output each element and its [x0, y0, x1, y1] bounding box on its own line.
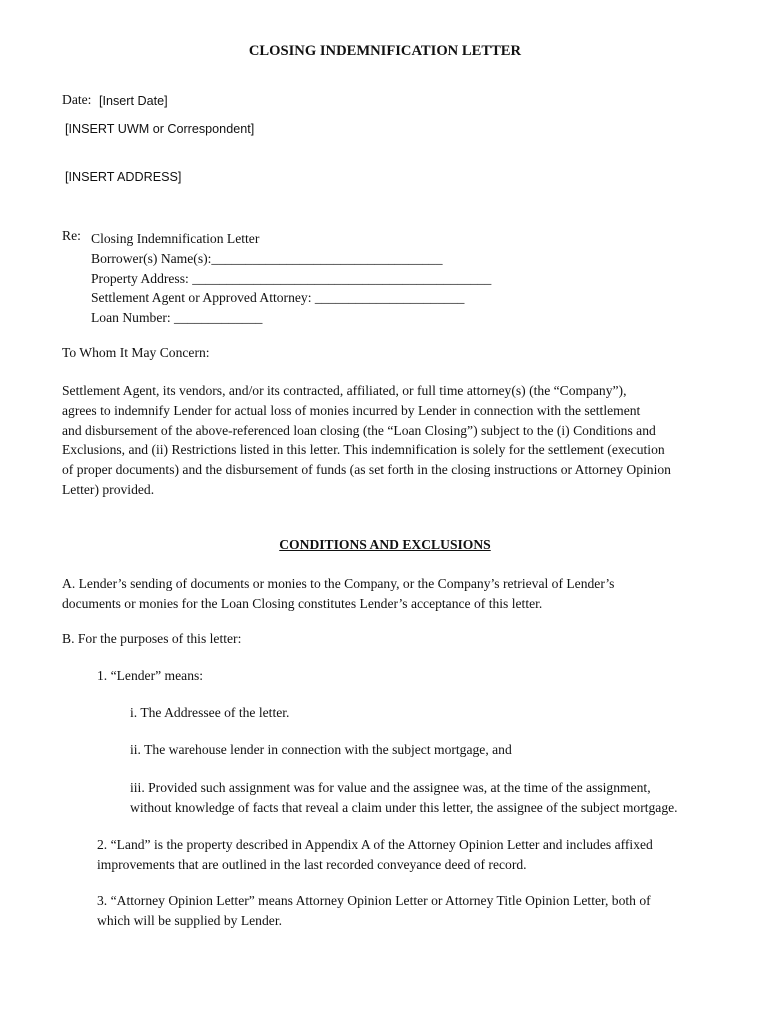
paragraph-line: A. Lender’s sending of documents or monies to the Company, or the Company’s retrieval of Lender’s — [62, 576, 615, 591]
paragraph-line: 3. “Attorney Opinion Letter” means Attorney Opinion Letter or Attorney Title Opinion Letter, both of — [97, 893, 651, 908]
paragraph-line: of proper documents) and the disbursement of funds (as set forth in the closing instructions or Attorney Opinion — [62, 462, 671, 478]
section-heading: CONDITIONS AND EXCLUSIONS — [279, 537, 491, 552]
paragraph-line: iii. Provided such assignment was for value and the assignee was, at the time of the assignment, — [130, 780, 651, 795]
item-a — [62, 574, 614, 614]
recipient-field[interactable]: [INSERT UWM or Correspondent] — [65, 122, 255, 136]
paragraph-line: Exclusions, and (ii) Restrictions listed in this letter. This indemnification is solely for the settlement (execution — [62, 442, 665, 458]
intro-paragraph — [62, 381, 671, 500]
paragraph-line: which will be supplied by Lender. — [97, 912, 282, 928]
paragraph-line: Settlement Agent, its vendors, and/or its contracted, affiliated, or full time attorney(s) (the “Company”), — [62, 383, 627, 398]
re-subject: Closing Indemnification Letter — [91, 231, 260, 246]
paragraph-line: 2. “Land” is the property described in Appendix A of the Attorney Opinion Letter and includes affixed — [97, 837, 653, 852]
definition-3 — [97, 891, 651, 931]
re-label: Re: — [62, 228, 81, 243]
address-field[interactable]: [INSERT ADDRESS] — [65, 170, 182, 184]
paragraph-line: and disbursement of the above-referenced loan closing (the “Loan Closing”) subject to the (i) Conditions and — [62, 422, 656, 438]
property-address-field[interactable]: Property Address: ____________________________________________ — [91, 270, 492, 286]
definition-1-ii: ii. The warehouse lender in connection with the subject mortgage, and — [130, 742, 512, 757]
paragraph-line: documents or monies for the Loan Closing constitutes Lender’s acceptance of this letter. — [62, 595, 543, 611]
settlement-agent-field[interactable]: Settlement Agent or Approved Attorney: ______________________ — [91, 290, 465, 306]
date-value-field[interactable]: [Insert Date] — [99, 94, 168, 108]
re-block — [91, 229, 491, 328]
paragraph-line: Letter) provided. — [62, 481, 155, 497]
date-label: Date: — [62, 92, 92, 107]
definition-2 — [97, 835, 653, 875]
loan-number-field[interactable]: Loan Number: _____________ — [91, 310, 263, 326]
definition-1: 1. “Lender” means: — [97, 668, 204, 683]
definition-1-i: i. The Addressee of the letter. — [130, 705, 290, 720]
borrower-name-field[interactable]: Borrower(s) Name(s):__________________________________ — [91, 250, 443, 266]
item-b: B. For the purposes of this letter: — [62, 631, 242, 646]
paragraph-line: agrees to indemnify Lender for actual loss of monies incurred by Lender in connection with the settlement — [62, 402, 641, 418]
paragraph-line: improvements that are outlined in the last recorded conveyance deed of record. — [97, 856, 527, 872]
salutation: To Whom It May Concern: — [62, 345, 210, 360]
paragraph-line: without knowledge of facts that reveal a claim under this letter, the assignee of the subject mortgage. — [130, 799, 678, 815]
document-title: CLOSING INDEMNIFICATION LETTER — [248, 43, 522, 59]
definition-1-iii — [130, 778, 678, 818]
